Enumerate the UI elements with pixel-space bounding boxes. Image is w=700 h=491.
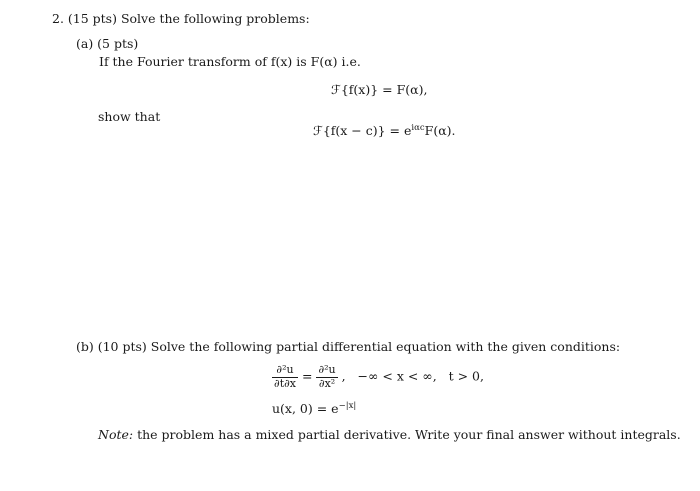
part-b-label: (b) (10 pts) Solve the following partial differential equation with the given conditions: [76, 339, 621, 354]
problem-heading: 2. (15 pts) Solve the following problems: [52, 11, 310, 26]
pde-rhs-fraction [316, 364, 337, 390]
initial-condition [272, 401, 356, 416]
part-a-label: (a) (5 pts) [76, 36, 139, 51]
initial-condition-exponent: −|x| [338, 400, 357, 411]
pde-equals: = [301, 368, 313, 384]
pde-lhs-numerator: ∂²u [276, 363, 294, 376]
pde-rhs-denominator: ∂x² [316, 377, 337, 391]
note-line [98, 427, 681, 442]
pde-rhs-numerator: ∂²u [318, 363, 336, 376]
initial-condition-left: u(x, 0) = e [272, 401, 339, 416]
fourier-equation-2 [313, 123, 455, 138]
part-a-intro: If the Fourier transform of f(x) is F(α) i.e. [99, 54, 361, 69]
pde-equation [272, 364, 484, 390]
note-label: Note: [98, 427, 134, 442]
pde-lhs-fraction [272, 364, 298, 390]
pde-lhs-denominator: ∂t∂x [274, 376, 296, 390]
equation-2-left: ℱ{f(x − c)} = e [313, 123, 412, 138]
equation-2-right: F(α). [424, 123, 456, 138]
pde-domain: , −∞ < x < ∞, t > 0, [341, 368, 484, 384]
show-that-text: show that [98, 109, 161, 124]
note-text: the problem has a mixed partial derivative. Write your final answer without integrals. [137, 427, 681, 442]
fourier-equation-1: ℱ{f(x)} = F(α), [331, 82, 428, 97]
equation-2-exponent: iαc [411, 122, 425, 133]
